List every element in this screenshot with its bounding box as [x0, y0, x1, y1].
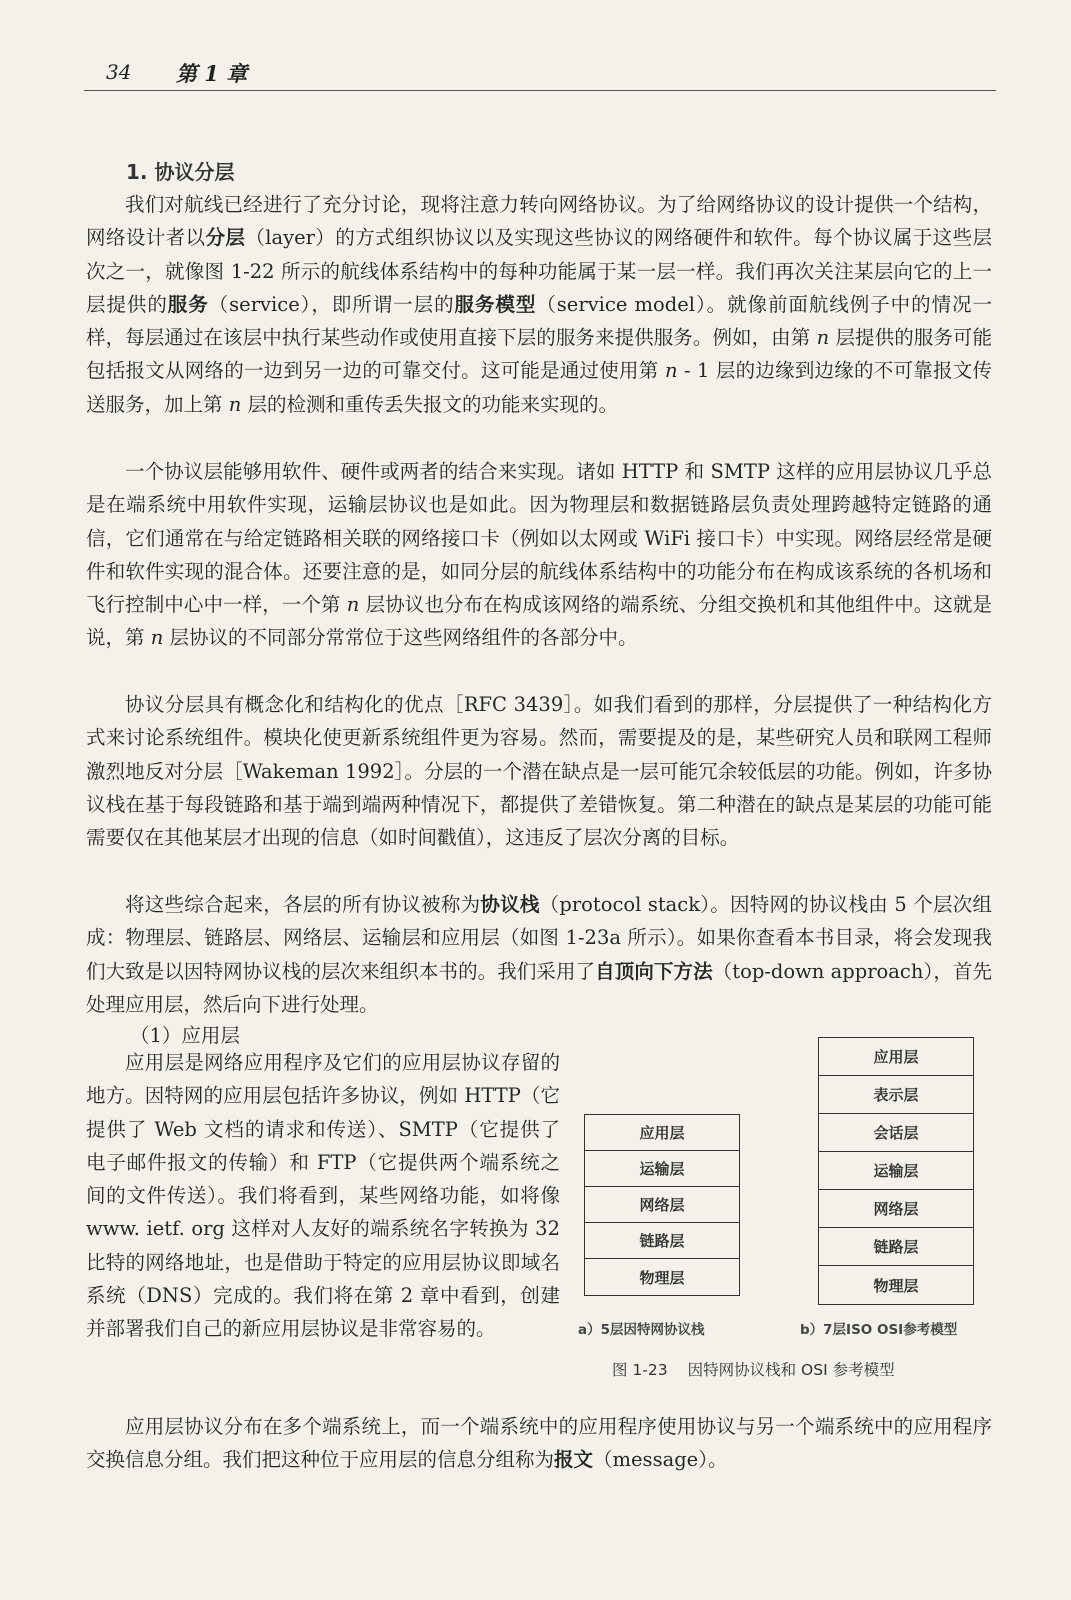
stack5-layer: 应用层	[585, 1115, 739, 1151]
osi-reference-model	[818, 1037, 974, 1305]
paragraph-3: 协议分层具有概念化和结构化的优点［RFC 3439］。如我们看到的那样，分层提供了一种结构化方式来讨论系统组件。模块化使更新系统组件更为容易。然而，需要提及的是，某些研究人员和联网工程师激烈地反对分层［Wakeman 1992］。分层的一个潜在缺点是一层可能冗余较低层的功能。例如，许多协议栈在基于每段链路和基于端到端两种情况下，都提供了差错恢复。第二种潜在的缺点是某层的功能可能需要仅在其他某层才出现的信息（如时间戳值），这违反了层次分离的目标。	[86, 693, 992, 850]
page-number: 34	[106, 60, 132, 84]
stack5-layer: 物理层	[639, 1268, 685, 1287]
caption-b: b）7层ISO OSI参考模型	[800, 1322, 958, 1338]
stack7-layer: 表示层	[819, 1076, 973, 1114]
paragraph-2: 一个协议层能够用软件、硬件或两者的结合来实现。诸如 HTTP 和 SMTP 这样的应用层协议几乎总是在端系统中用软件实现，运输层协议也是如此。因为物理层和数据链路层负责处理跨越特定链路的通信，它们通常在与给定链路相关联的网络接口卡（例如以太网或 WiFi 接口卡）中实现。网络层经常是硬件和软件实现的混合体。还要注意的是，如同分层的航线体系结构中的功能分布在构成该系统的各机场和飞行控制中心中一样，一个第 n 层协议也分布在构成该网络的端系统、分组交换机和其他组件中。这就是说，第 n 层协议的不同部分常常位于这些网络组件的各部分中。	[86, 460, 992, 650]
paragraph-4: 将这些综合起来，各层的所有协议被称为协议栈（protocol stack）。因特网的协议栈由 5 个层次组成：物理层、链路层、网络层、运输层和应用层（如图 1-23a 所示）。如果你查看本书目录，将会发现我们大致是以因特网协议栈的层次来组织本书的。我们采用了自顶向下方法（top-down approach），首先处理应用层，然后向下进行处理。	[86, 893, 992, 1016]
figure-label: 图 1-23	[612, 1361, 668, 1379]
caption-a: a）5层因特网协议栈	[578, 1322, 705, 1338]
stack5-layer: 网络层	[585, 1187, 739, 1223]
internet-protocol-stack	[584, 1114, 740, 1296]
section-title: 1. 协议分层	[126, 160, 235, 184]
running-header	[84, 56, 996, 91]
chapter-label: 第 1 章	[176, 61, 248, 86]
stack7-layer: 网络层	[819, 1190, 973, 1228]
paragraph-5: 应用层是网络应用程序及它们的应用层协议存留的地方。因特网的应用层包括许多协议，例如 HTTP（它提供了 Web 文档的请求和传送）、SMTP（它提供了电子邮件报文的传输）和 FTP（它提供两个端系统之间的文件传送）。我们将看到，某些网络功能，如将像 www. ietf. org 这样对人友好的端系统名字转换为 32 比特的网络地址，也是借助于特定的应用层协议即域名系统（DNS）完成的。我们将在第 2 章中看到，创建并部署我们自己的新应用层协议是非常容易的。	[86, 1051, 560, 1341]
figure-title	[612, 1358, 895, 1380]
stack7-layer: 应用层	[819, 1038, 973, 1076]
stack5-layer: 链路层	[585, 1223, 739, 1259]
subsection-title: （1）应用层	[130, 1024, 240, 1047]
paragraph-6: 应用层协议分布在多个端系统上，而一个端系统中的应用程序使用协议与另一个端系统中的应用程序交换信息分组。我们把这种位于应用层的信息分组称为报文（message）。	[86, 1415, 992, 1472]
paragraph-1: 我们对航线已经进行了充分讨论，现将注意力转向网络协议。为了给网络协议的设计提供一个结构，网络设计者以分层（layer）的方式组织协议以及实现这些协议的网络硬件和软件。每个协议属于这些层次之一，就像图 1-22 所示的航线体系结构中的每种功能属于某一层一样。我们再次关注某层向它的上一层提供的服务（service），即所谓一层的服务模型（service model）。就像前面航线例子中的情况一样，每层通过在该层中执行某些动作或使用直接下层的服务来提供服务。例如，由第 n 层提供的服务可能包括报文从网络的一边到另一边的可靠交付。这可能是通过使用第 n - 1 层的边缘到边缘的不可靠报文传送服务，加上第 n 层的检测和重传丢失报文的功能来实现的。	[86, 193, 993, 416]
stack7-layer: 运输层	[819, 1152, 973, 1190]
stack7-layer: 会话层	[819, 1114, 973, 1152]
stack5-layer: 运输层	[585, 1151, 739, 1187]
figure-caption: 因特网协议栈和 OSI 参考模型	[687, 1361, 895, 1379]
stack7-layer: 链路层	[819, 1228, 973, 1266]
stack7-layer: 物理层	[873, 1276, 919, 1295]
